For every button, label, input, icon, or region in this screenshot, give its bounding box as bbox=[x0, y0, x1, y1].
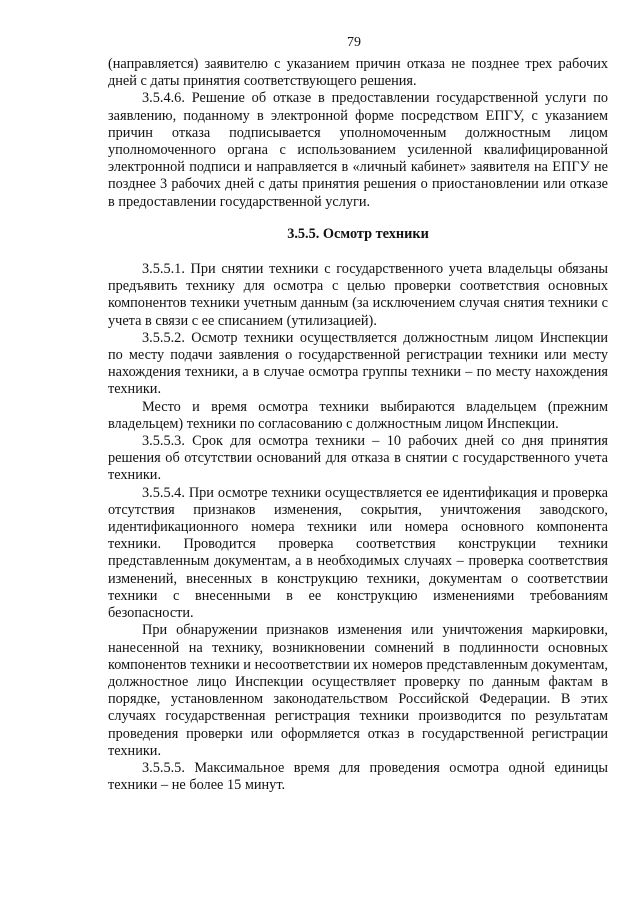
paragraph-3-5-5-1: 3.5.5.1. При снятии техники с государственного учета владельцы обязаны предъявить технику для осмотра с целью проверки соответствия основных компонентов техники учетным данным (за исключением случая снятия техники с учета в связи с ее списанием (утилизацией). bbox=[108, 261, 608, 329]
paragraph-inspection-time: Место и время осмотра техники выбираются владельцем (прежним владельцем) техники по согласованию с должностным лицом Инспекции. bbox=[108, 398, 608, 432]
paragraph-3-5-5-4: 3.5.5.4. При осмотре техники осуществляется ее идентификация и проверка отсутствия признаков изменения, сокрытия, уничтожения заводского, идентификационного номера техники или номера основного компонента техники. Проводится проверка соответствия конструкции техники представленным документам, а в необходимых случаях – проверка соответствия изменений, внесенных в конструкцию техники, документам о соответствии техники с внесенными в ее конструкцию изменениями требованиям безопасности. bbox=[108, 484, 608, 622]
paragraph-3-5-5-2: 3.5.5.2. Осмотр техники осуществляется должностным лицом Инспекции по месту подачи заявления о государственной регистрации техники или месту нахождения техники, а в случае осмотра группы техники – по месту нахождения техники. bbox=[108, 329, 608, 398]
paragraph-continuation: (направляется) заявителю с указанием причин отказа не позднее трех рабочих дней с даты принятия соответствующего решения. bbox=[108, 56, 608, 90]
paragraph-marking-check: При обнаружении признаков изменения или уничтожения маркировки, нанесенной на технику, возникновении сомнений в подлинности основных компонентов техники и несоответствии их номеров представленным документам, должностное лицо Инспекции осуществляет проверку по данным фактам в порядке, установленном законодательством Российской Федерации. В этих случаях государственная регистрация техники производится по результатам проведения проверки или оформляется отказ в государственной регистрации техники. bbox=[108, 622, 608, 759]
document-page bbox=[108, 34, 608, 794]
paragraph-3-5-4-6: 3.5.4.6. Решение об отказе в предоставлении государственной услуги по заявлению, поданному в электронной форме посредством ЕПГУ, с указанием причин отказа подписывается уполномоченным должностным лицом уполномоченного органа с использованием усиленной квалифицированной электронной подписи и направляется в «личный кабинет» заявителя на ЕПГУ не позднее 3 рабочих дней с даты принятия решения о приостановлении или отказе в предоставлении государственной услуги. bbox=[108, 90, 608, 210]
section-heading: 3.5.5. Осмотр техники bbox=[287, 225, 429, 242]
paragraph-3-5-5-5: 3.5.5.5. Максимальное время для проведения осмотра одной единицы техники – не более 15 минут. bbox=[108, 759, 608, 794]
page-number: 79 bbox=[347, 35, 361, 50]
paragraph-3-5-5-3: 3.5.5.3. Срок для осмотра техники – 10 рабочих дней со дня принятия решения об отсутствии оснований для отказа в снятии с государственного учета техники. bbox=[108, 433, 608, 484]
